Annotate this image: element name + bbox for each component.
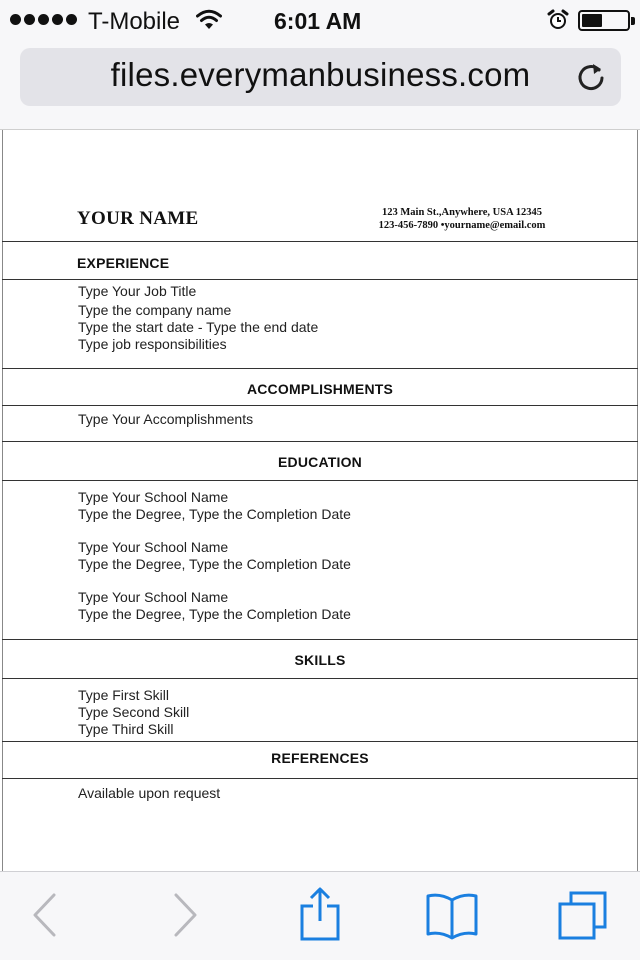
contact-address: 123 Main St.,Anywhere, USA 12345 bbox=[382, 207, 542, 218]
education-school: Type Your School Name bbox=[78, 589, 229, 605]
skills-heading: SKILLS bbox=[294, 652, 346, 668]
alarm-icon bbox=[547, 9, 569, 31]
education-degree: Type the Degree, Type the Completion Date bbox=[78, 606, 351, 622]
bookmarks-icon[interactable] bbox=[425, 892, 479, 942]
references-line: Available upon request bbox=[78, 785, 221, 801]
back-icon[interactable] bbox=[30, 890, 58, 940]
reload-icon[interactable] bbox=[575, 61, 607, 93]
section-divider bbox=[2, 778, 638, 779]
section-divider bbox=[2, 279, 638, 280]
section-divider bbox=[2, 741, 638, 742]
contact-phone-email: 123-456-7890 •yourname@email.com bbox=[378, 220, 546, 231]
signal-dots-icon bbox=[10, 14, 77, 25]
education-school: Type Your School Name bbox=[78, 489, 229, 505]
address-bar[interactable] bbox=[20, 48, 621, 106]
section-divider bbox=[2, 241, 638, 242]
section-divider bbox=[2, 368, 638, 369]
experience-heading: EXPERIENCE bbox=[77, 255, 170, 271]
skill-line: Type First Skill bbox=[78, 687, 170, 703]
experience-line: Type job responsibilities bbox=[78, 336, 227, 352]
url-text[interactable]: files.everymanbusiness.com bbox=[110, 56, 531, 93]
section-divider bbox=[2, 678, 638, 679]
section-divider bbox=[2, 441, 638, 442]
wifi-icon bbox=[196, 9, 222, 31]
skill-line: Type Second Skill bbox=[78, 704, 190, 720]
clock: 6:01 AM bbox=[274, 8, 362, 34]
carrier-label: T-Mobile bbox=[88, 8, 181, 35]
forward-icon[interactable] bbox=[172, 890, 200, 940]
accomplishments-line: Type Your Accomplishments bbox=[78, 411, 254, 427]
browser-toolbar bbox=[0, 871, 640, 960]
experience-line: Type Your Job Title bbox=[78, 283, 197, 299]
accomplishments-heading: ACCOMPLISHMENTS bbox=[246, 381, 394, 397]
section-divider bbox=[2, 405, 638, 406]
experience-line: Type the start date - Type the end date bbox=[78, 319, 319, 335]
section-divider bbox=[2, 639, 638, 640]
tabs-icon[interactable] bbox=[557, 890, 609, 942]
resume-document bbox=[0, 129, 640, 871]
education-heading: EDUCATION bbox=[278, 454, 362, 470]
education-degree: Type the Degree, Type the Completion Date bbox=[78, 556, 351, 572]
resume-name: YOUR NAME bbox=[77, 208, 199, 229]
section-divider bbox=[2, 480, 638, 481]
skill-line: Type Third Skill bbox=[78, 721, 174, 737]
battery-icon bbox=[578, 10, 630, 31]
education-degree: Type the Degree, Type the Completion Date bbox=[78, 506, 351, 522]
status-bar bbox=[0, 0, 640, 40]
experience-line: Type the company name bbox=[78, 302, 232, 318]
contact-info bbox=[352, 206, 572, 232]
share-icon[interactable] bbox=[299, 886, 341, 942]
references-heading: REFERENCES bbox=[271, 750, 369, 766]
education-school: Type Your School Name bbox=[78, 539, 229, 555]
